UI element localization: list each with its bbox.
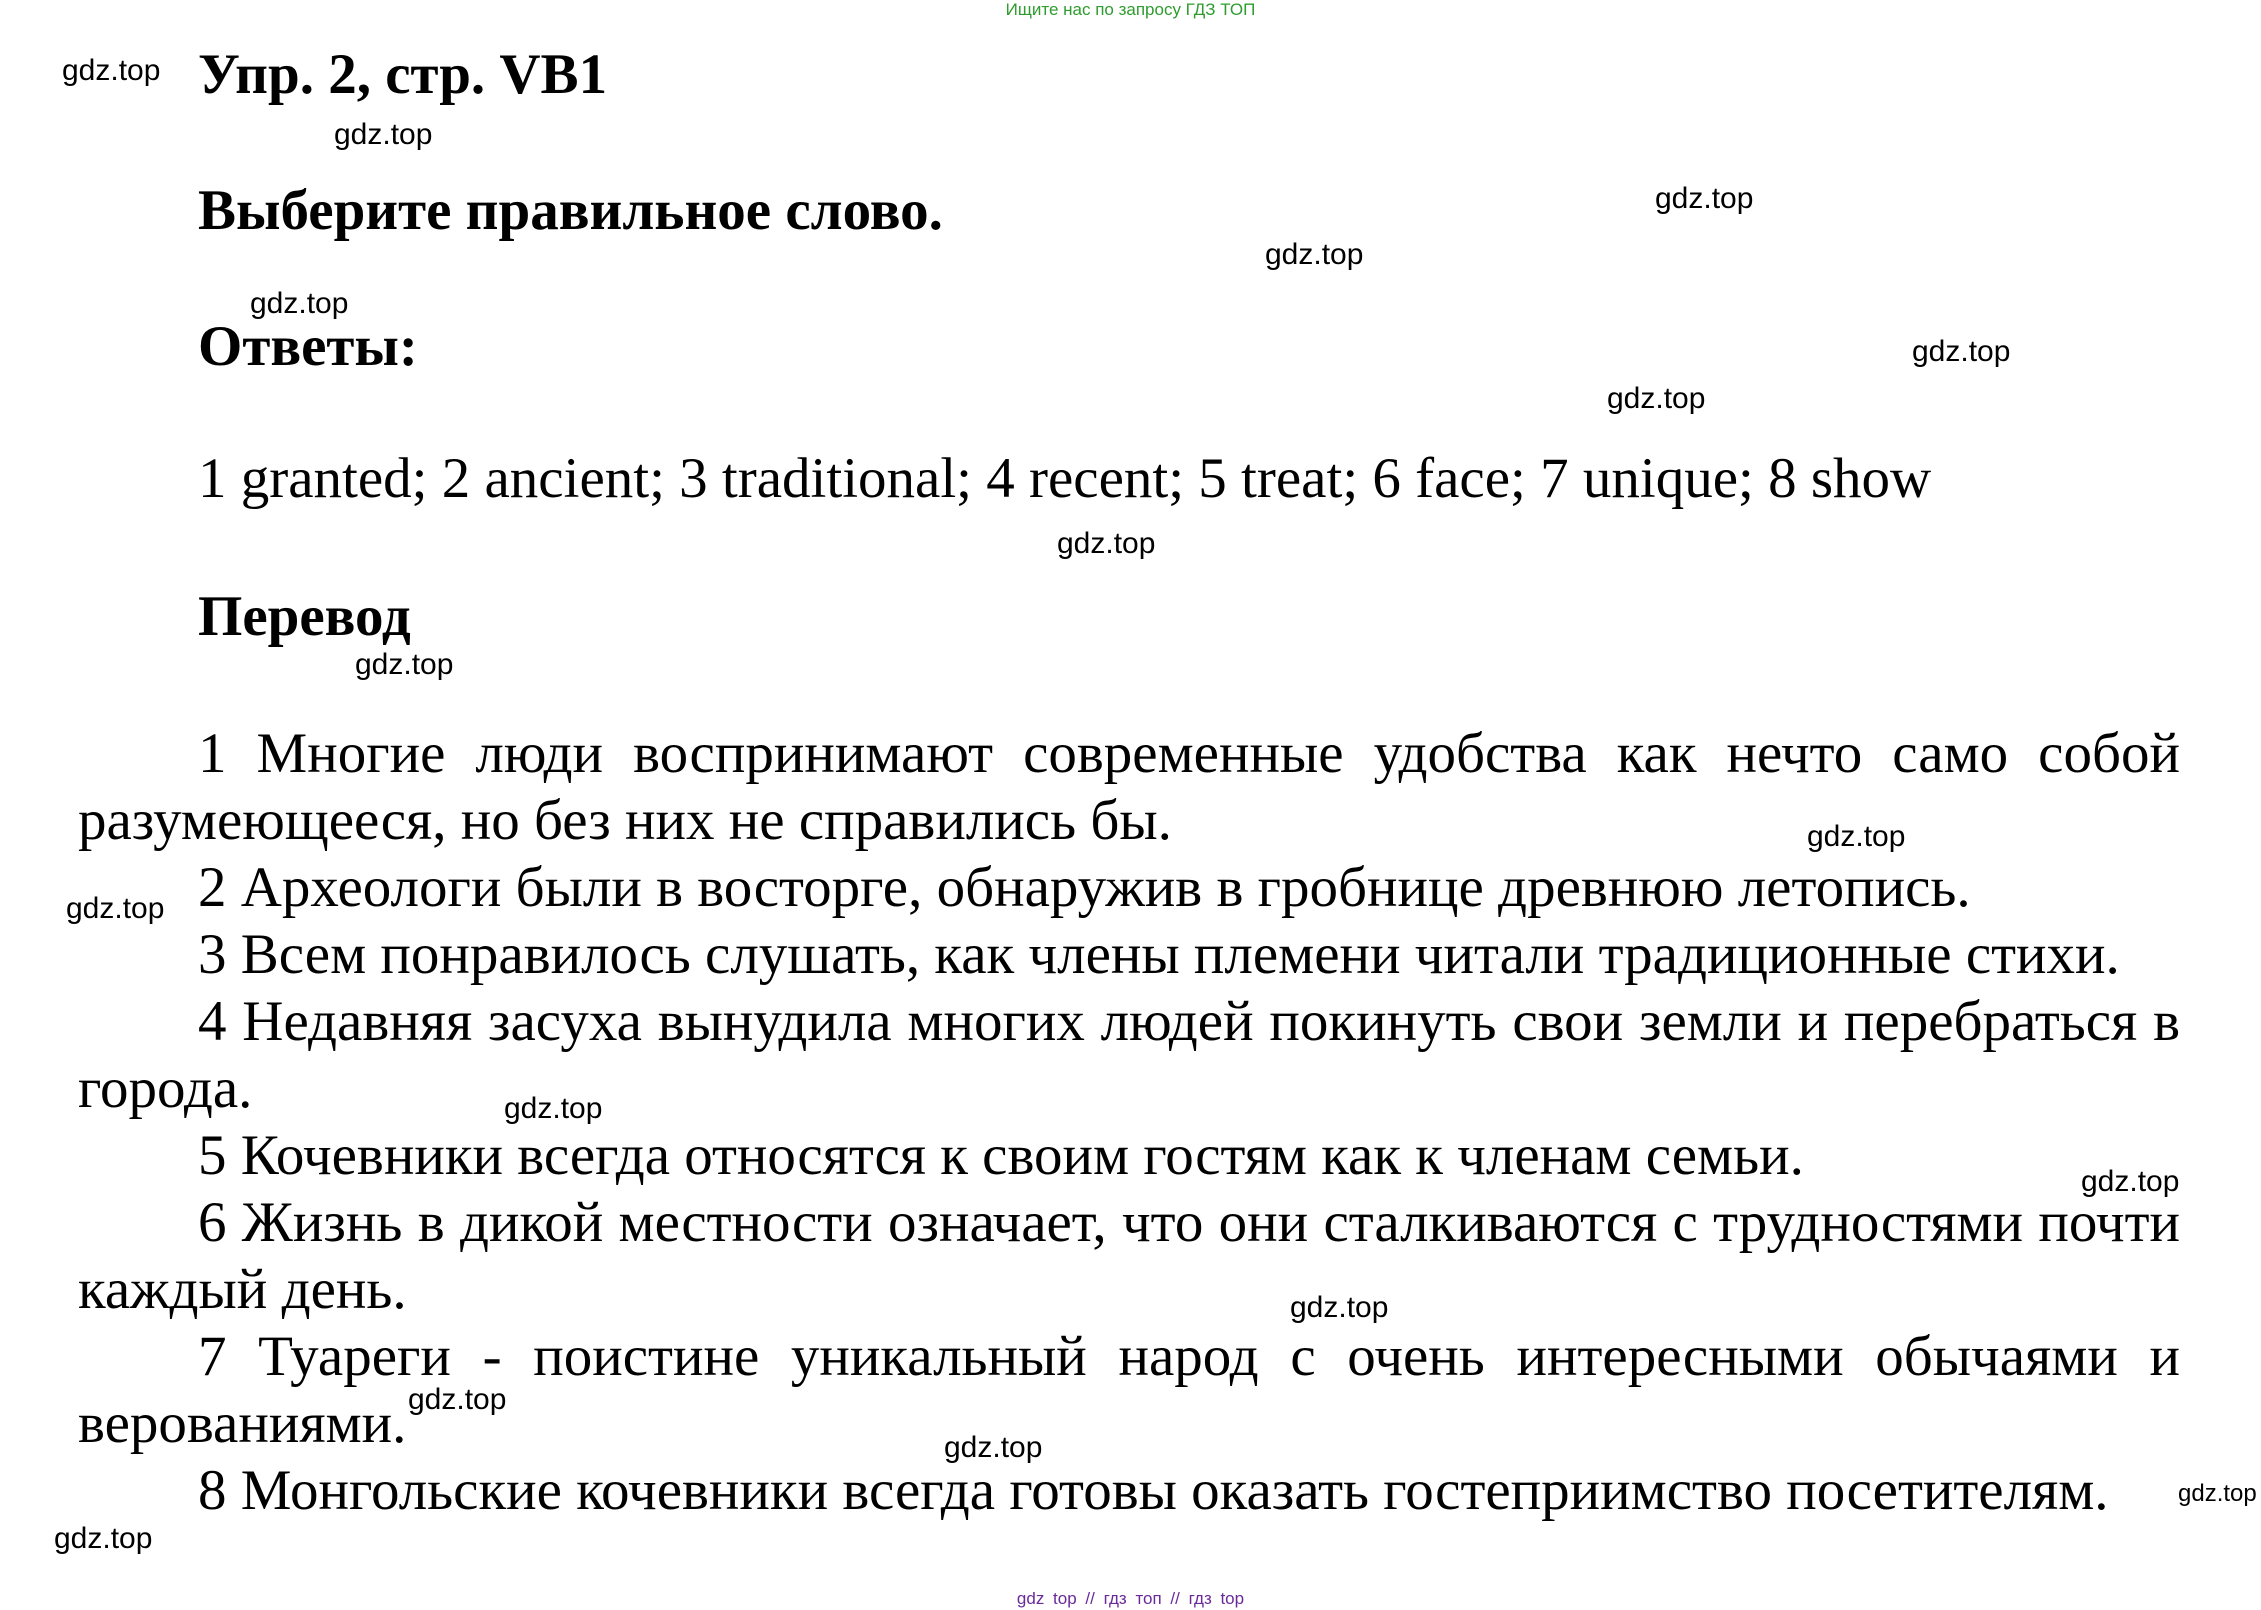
watermark: gdz.top [1265, 238, 1364, 271]
sentence-5: 5 Кочевники всегда относятся к своим гостям как к членам семьи. [198, 1124, 1804, 1187]
watermark: gdz.top [1057, 527, 1156, 560]
watermark: gdz.top [1607, 382, 1706, 415]
sentence-1: 1 Многие люди воспринимают современные удобства как нечто само собой разумеющееся, но без них не справились бы. [78, 722, 2180, 852]
sentence-4: 4 Недавняя засуха вынудила многих людей покинуть свои земли и перебраться в города. [78, 990, 2180, 1120]
watermark: gdz.top [944, 1431, 1043, 1464]
answers-text: 1 granted; 2 ancient; 3 traditional; 4 recent; 5 treat; 6 face; 7 unique; 8 show [198, 447, 1932, 510]
sentence-8: 8 Монгольские кочевники всегда готовы оказать гостеприимство посетителям. [198, 1459, 2109, 1522]
top-banner: Ищите нас по запросу ГДЗ ТОП [1005, 0, 1256, 19]
watermark: gdz.top [355, 648, 454, 681]
watermark: gdz.top [1290, 1291, 1389, 1324]
translation-heading: Перевод [198, 585, 411, 648]
answers-heading: Ответы: [198, 315, 418, 378]
watermark: gdz.top [1912, 335, 2011, 368]
watermark: gdz.top [2178, 1480, 2257, 1507]
watermark: gdz.top [504, 1092, 603, 1125]
watermark: gdz.top [66, 892, 165, 925]
watermark: gdz.top [408, 1383, 507, 1416]
bottom-banner: gdz top // гдз топ // гдз top [1016, 1589, 1245, 1608]
sentence-3: 3 Всем понравилось слушать, как члены племени читали традиционные стихи. [198, 923, 2120, 986]
sentence-6: 6 Жизнь в дикой местности означает, что они сталкиваются с трудностями почти каждый день. [78, 1191, 2180, 1321]
page-title: Упр. 2, стр. VB1 [198, 43, 608, 106]
watermark: gdz.top [1807, 820, 1906, 853]
watermark: gdz.top [1655, 182, 1754, 215]
sentence-2: 2 Археологи были в восторге, обнаружив в гробнице древнюю летопись. [198, 856, 1971, 919]
watermark: gdz.top [334, 118, 433, 151]
watermark: gdz.top [250, 287, 349, 320]
watermark: gdz.top [62, 54, 161, 87]
sentence-7: 7 Туареги - поистине уникальный народ с очень интересными обычаями и верованиями. [78, 1325, 2180, 1455]
watermark: gdz.top [2081, 1165, 2180, 1198]
watermark: gdz.top [54, 1522, 153, 1555]
task-instruction: Выберите правильное слово. [198, 179, 943, 242]
